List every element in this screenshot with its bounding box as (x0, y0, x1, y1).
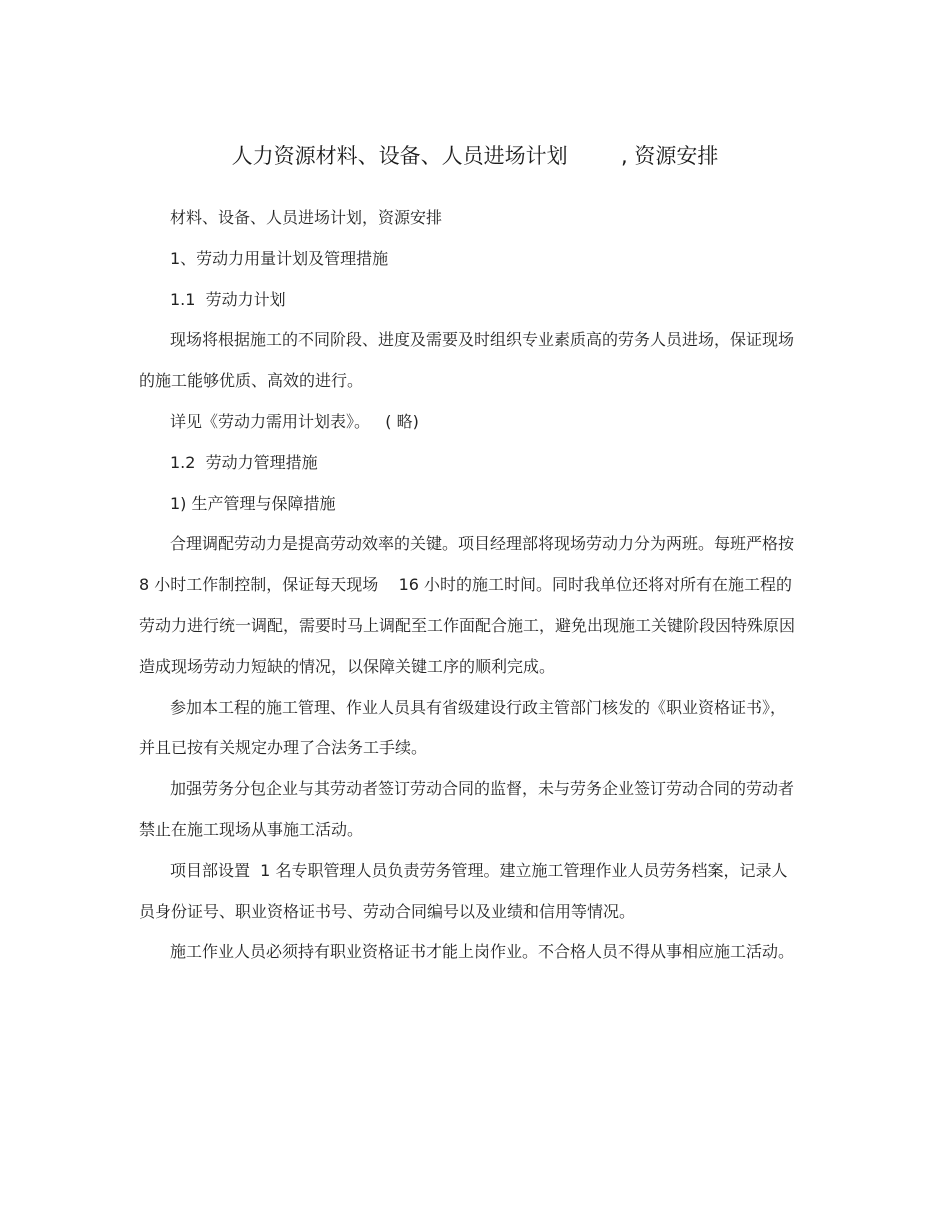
heading-section-1-1: 1.1 劳动力计划 (170, 289, 286, 309)
heading-section-1: 1、劳动力用量计划及管理措施 (170, 248, 389, 268)
paragraph-labor-allocation: 合理调配劳动力是提高劳动效率的关键。项目经理部将现场劳动力分为两班。每班严格按 8 小时工作制控制，保证每天现场 16 小时的施工时间。同时我单位还将对所有在施工程的劳动力进行统一调配，需要时马上调配至工作面配合施工，避免出现施工关键阶段因特殊原因造成现场劳动力短缺的情况，以保障关键工序的顺利完成。 (139, 534, 805, 676)
paragraph-subtitle: 材料、设备、人员进场计划，资源安排 (170, 208, 443, 227)
paragraph-certification: 参加本工程的施工管理、作业人员具有省级建设行政主管部门核发的《职业资格证书》，并且已按有关规定办理了合法务工手续。 (139, 697, 787, 758)
paragraph-labor-plan: 现场将根据施工的不同阶段、进度及需要及时组织专业素质高的劳务人员进场，保证现场的施工能够优质、高效的进行。 (139, 330, 795, 391)
paragraph-see-table: 详见《劳动力需用计划表》。 ( 略) (170, 411, 419, 431)
document-body (139, 198, 805, 973)
paragraph-contract-supervision: 加强劳务分包企业与其劳动者签订劳动合同的监督，未与劳务企业签订劳动合同的劳动者禁止在施工现场从事施工活动。 (139, 779, 795, 839)
heading-subsection-1: 1) 生产管理与保障措施 (170, 493, 336, 513)
heading-section-1-2: 1.2 劳动力管理措施 (170, 452, 318, 472)
paragraph-labor-management-staff: 项目部设置 1 名专职管理人员负责劳务管理。建立施工管理作业人员劳务档案，记录人员身份证号、职业资格证书号、劳动合同编号以及业绩和信用等情况。 (139, 860, 788, 921)
document-title: 人力资源材料、设备、人员进场计划 , 资源安排 (231, 144, 719, 168)
paragraph-qualification-requirement: 施工作业人员必须持有职业资格证书才能上岗作业。不合格人员不得从事相应施工活动。 (170, 942, 795, 962)
